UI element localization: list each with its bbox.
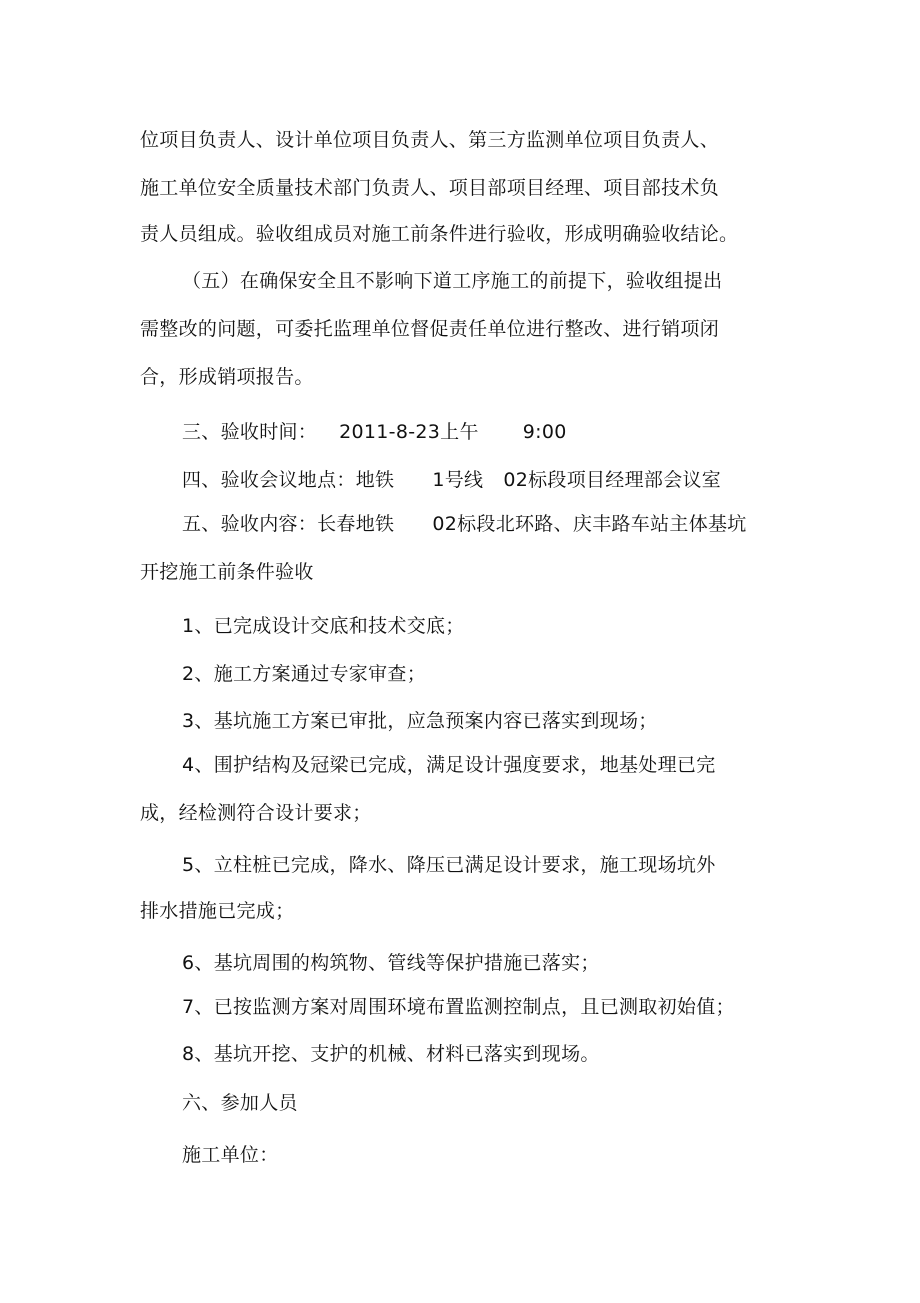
- paragraph-line: 责人员组成。验收组成员对施工前条件进行验收，形成明确验收结论。: [140, 223, 739, 245]
- item-five-line: 合，形成销项报告。: [140, 366, 314, 388]
- acceptance-content-line: 开挖施工前条件验收: [140, 561, 314, 583]
- list-item: 5、立柱桩已完成，降水、降压已满足设计要求，施工现场坑外: [182, 854, 716, 876]
- list-item: 4、围护结构及冠梁已完成，满足设计强度要求，地基处理已完: [182, 754, 716, 776]
- acceptance-content: [182, 510, 747, 538]
- acceptance-date: 2011-8-23上午: [339, 421, 479, 443]
- list-item: 1、已完成设计交底和技术交底；: [182, 615, 465, 637]
- section-heading: 六、参加人员: [182, 1092, 298, 1114]
- list-item: 2、施工方案通过专家审查；: [182, 663, 426, 685]
- meeting-room: 02标段项目经理部会议室: [503, 469, 722, 491]
- acceptance-content-text: 02标段北环路、庆丰路车站主体基坑: [432, 513, 747, 535]
- list-item: 3、基坑施工方案已审批，应急预案内容已落实到现场；: [182, 710, 658, 732]
- meeting-location-label: 四、验收会议地点：地铁: [182, 469, 395, 491]
- construction-unit-label: 施工单位：: [182, 1144, 279, 1166]
- meeting-location: [182, 466, 721, 494]
- acceptance-time: [182, 418, 567, 446]
- list-item-continued: 排水措施已完成；: [140, 900, 295, 922]
- list-item-continued: 成，经检测符合设计要求；: [140, 802, 372, 824]
- item-five-line: 需整改的问题，可委托监理单位督促责任单位进行整改、进行销项闭: [140, 318, 720, 340]
- paragraph-line: 施工单位安全质量技术部门负责人、项目部项目经理、项目部技术负: [140, 177, 720, 199]
- list-item: 8、基坑开挖、支护的机械、材料已落实到现场。: [182, 1043, 600, 1065]
- list-item: 6、基坑周围的构筑物、管线等保护措施已落实；: [182, 952, 600, 974]
- acceptance-hour: 9:00: [522, 421, 567, 443]
- acceptance-time-label: 三、验收时间：: [182, 421, 318, 443]
- paragraph-line: 位项目负责人、设计单位项目负责人、第三方监测单位项目负责人、: [140, 129, 720, 151]
- list-item: 7、已按监测方案对周围环境布置监测控制点，且已测取初始值；: [182, 996, 735, 1018]
- item-five-line: （五）在确保安全且不影响下道工序施工的前提下，验收组提出: [182, 270, 723, 292]
- metro-line-number: 1号线: [432, 469, 484, 491]
- acceptance-content-label: 五、验收内容：长春地铁: [182, 513, 395, 535]
